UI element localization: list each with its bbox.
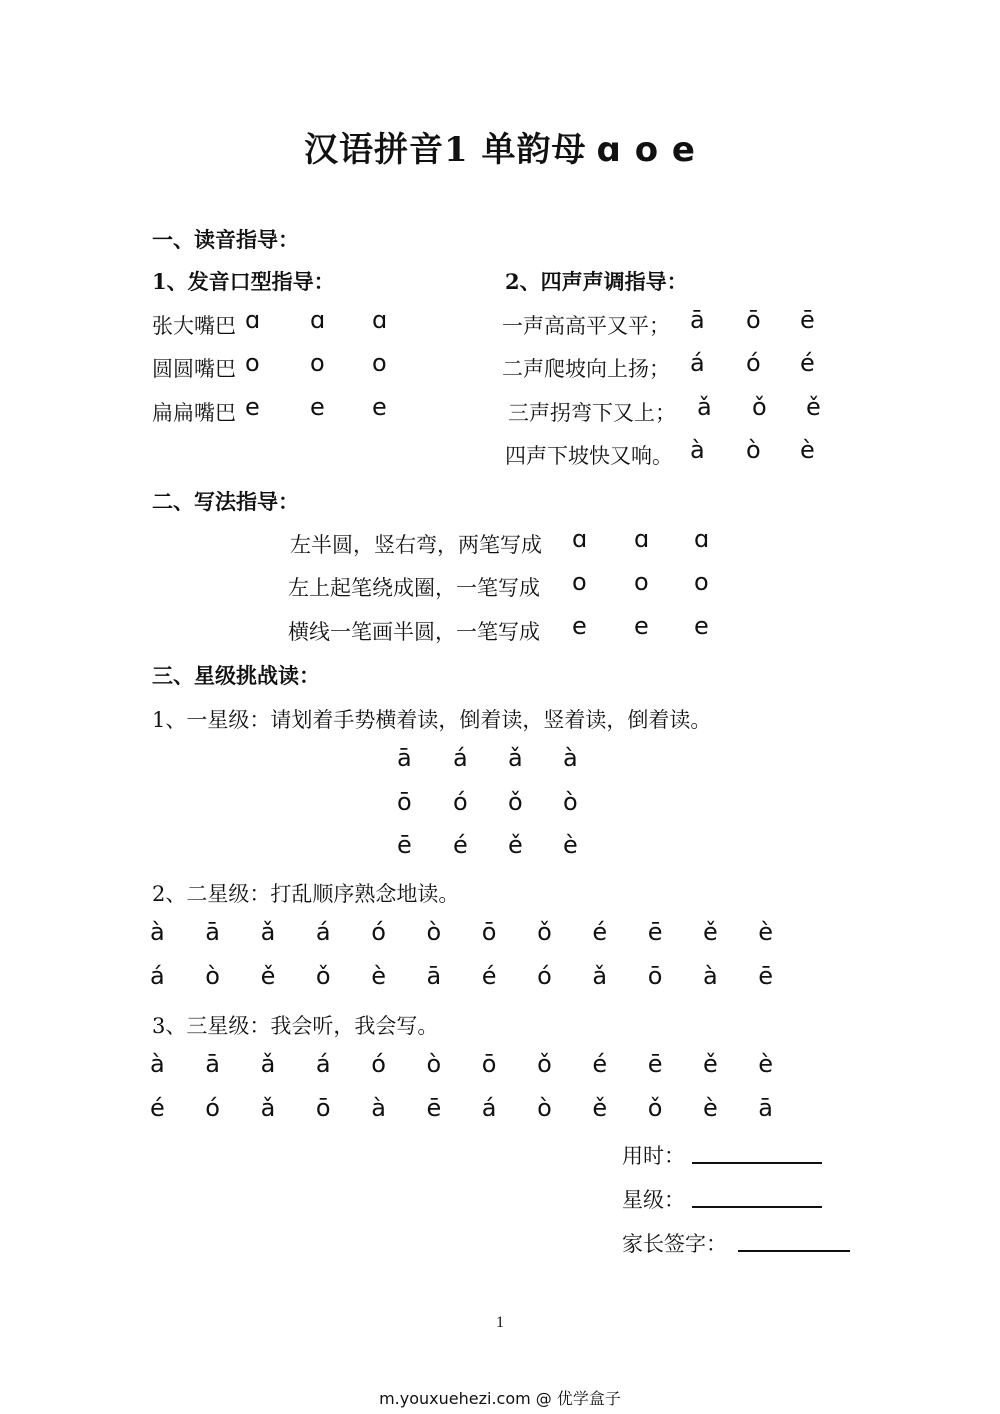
parent-sign-label: 家长签字： — [622, 1232, 727, 1256]
level2-text: 2、二星级：打乱顺序熟念地读。 — [152, 882, 460, 906]
level1-text: 1、一星级：请划着手势横着读，倒着读，竖着读，倒着读。 — [152, 708, 712, 732]
pinyin-letter: ō — [481, 1050, 497, 1078]
pinyin-letter: ò — [426, 918, 442, 946]
pinyin-letter: ɑ — [372, 306, 388, 334]
star-blank[interactable] — [692, 1206, 822, 1208]
pinyin-letter: o — [634, 568, 649, 596]
pinyin-letter: ɑ — [694, 525, 710, 553]
pinyin-letter: ò — [537, 1094, 552, 1122]
page-number: 1 — [496, 1314, 504, 1331]
title-text: 汉语拼音1 单韵母 — [304, 130, 587, 170]
pinyin-letter: e — [310, 393, 325, 421]
pinyin-letter: ē — [647, 1050, 663, 1078]
pinyin-letter: ā — [426, 962, 442, 990]
pinyin-letter: ɑ — [572, 525, 588, 553]
pinyin-letter: ǒ — [752, 393, 767, 421]
section3-heading: 三、星级挑战读： — [152, 663, 320, 688]
pinyin-letter: ǎ — [260, 918, 276, 946]
pinyin-letter: e — [245, 393, 260, 421]
pinyin-letter: ō — [481, 918, 497, 946]
level3-text: 3、三星级：我会听，我会写。 — [152, 1014, 439, 1038]
pinyin-letter: ē — [426, 1094, 442, 1122]
parent-sign-blank[interactable] — [738, 1250, 850, 1252]
pinyin-letter: ǎ — [260, 1050, 276, 1078]
pinyin-letter: à — [563, 744, 578, 772]
pinyin-letter: è — [563, 831, 578, 859]
pinyin-letter: é — [481, 962, 497, 990]
row-label: 三声拐弯下又上； — [508, 401, 676, 425]
pinyin-letter: o — [245, 349, 260, 377]
pinyin-letter: è — [371, 962, 386, 990]
tones-heading: 2、四声声调指导： — [505, 269, 688, 294]
pinyin-letter: ó — [453, 788, 468, 816]
pinyin-letter: é — [453, 831, 468, 859]
time-blank[interactable] — [692, 1162, 822, 1164]
pinyin-letter: o — [694, 568, 709, 596]
pinyin-letter: ó — [205, 1094, 220, 1122]
pinyin-letter: ō — [315, 1094, 331, 1122]
pinyin-letter: ò — [563, 788, 578, 816]
row-label: 四声下坡快又响。 — [505, 444, 673, 468]
pinyin-letter: ó — [371, 1050, 386, 1078]
pinyin-letter: á — [315, 1050, 331, 1078]
page-title — [0, 122, 1000, 171]
pinyin-letter: ě — [703, 918, 718, 946]
pinyin-letter: ǒ — [647, 1094, 663, 1122]
pinyin-letter: ɑ — [310, 306, 326, 334]
pinyin-letter: ā — [205, 1050, 221, 1078]
pinyin-letter: o — [310, 349, 325, 377]
pinyin-letter: á — [481, 1094, 497, 1122]
pinyin-letter: ē — [397, 831, 412, 859]
pinyin-letter: o — [372, 349, 387, 377]
row-label: 张大嘴巴 — [152, 314, 236, 338]
title-letters: ɑ o e — [596, 130, 696, 170]
row-label: 左半圆，竖右弯，两笔写成 — [290, 533, 542, 557]
pinyin-letter: ó — [537, 962, 552, 990]
pinyin-letter: ɑ — [245, 306, 261, 334]
pinyin-letter: ò — [205, 962, 220, 990]
row-label: 横线一笔画半圆，一笔写成 — [288, 620, 540, 644]
row-label: 二声爬坡向上扬； — [502, 357, 670, 381]
watermark: m.youxuehezi.com @ 优学盒子 — [379, 1389, 621, 1408]
pinyin-letter: é — [592, 1050, 608, 1078]
section2-heading: 二、写法指导： — [152, 489, 299, 514]
pinyin-letter: á — [150, 962, 165, 990]
pinyin-letter: o — [572, 568, 587, 596]
pinyin-letter: ě — [260, 962, 276, 990]
pinyin-letter: à — [371, 1094, 386, 1122]
pinyin-letter: ō — [647, 962, 663, 990]
pinyin-letter: ó — [746, 349, 761, 377]
pinyin-letter: ē — [647, 918, 663, 946]
pinyin-letter: ā — [397, 744, 412, 772]
pinyin-letter: ā — [690, 306, 705, 334]
pinyin-letter: à — [703, 962, 718, 990]
pinyin-letter: á — [690, 349, 705, 377]
pinyin-letter: é — [592, 918, 608, 946]
row-label: 圆圆嘴巴 — [152, 357, 236, 381]
pinyin-letter: é — [150, 1094, 165, 1122]
pinyin-letter: ǒ — [537, 918, 552, 946]
pinyin-letter: ě — [508, 831, 523, 859]
pinyin-letter: ā — [758, 1094, 774, 1122]
pinyin-letter: ǒ — [537, 1050, 552, 1078]
pinyin-letter: ǒ — [508, 788, 523, 816]
pinyin-letter: è — [703, 1094, 718, 1122]
row-label: 扁扁嘴巴 — [152, 401, 236, 425]
pinyin-letter: e — [634, 612, 649, 640]
pinyin-letter: ɑ — [634, 525, 650, 553]
row-label: 一声高高平又平； — [502, 314, 670, 338]
pinyin-letter: ǎ — [508, 744, 523, 772]
pinyin-letter: è — [758, 918, 774, 946]
pinyin-letter: á — [315, 918, 331, 946]
pinyin-letter: ò — [426, 1050, 442, 1078]
pinyin-letter: e — [694, 612, 709, 640]
row-label: 左上起笔绕成圈，一笔写成 — [288, 576, 540, 600]
section1-heading: 一、读音指导： — [152, 227, 299, 252]
pinyin-letter: è — [800, 436, 815, 464]
pinyin-letter: è — [758, 1050, 774, 1078]
pinyin-letter: ō — [397, 788, 412, 816]
pinyin-letter: ó — [371, 918, 386, 946]
pinyin-letter: ǎ — [260, 1094, 276, 1122]
pinyin-letter: ō — [746, 306, 761, 334]
pinyin-letter: ě — [592, 1094, 608, 1122]
pinyin-letter: à — [150, 1050, 165, 1078]
pinyin-letter: ò — [746, 436, 761, 464]
pinyin-letter: e — [372, 393, 387, 421]
time-label: 用时： — [622, 1144, 685, 1168]
pinyin-letter: e — [572, 612, 587, 640]
pinyin-letter: ǒ — [315, 962, 331, 990]
pinyin-letter: é — [800, 349, 815, 377]
pinyin-letter: ē — [758, 962, 774, 990]
pinyin-letter: ē — [800, 306, 815, 334]
pinyin-letter: à — [690, 436, 705, 464]
pinyin-letter: ě — [806, 393, 821, 421]
star-label: 星级： — [622, 1188, 685, 1212]
pinyin-letter: á — [453, 744, 468, 772]
pinyin-letter: ā — [205, 918, 221, 946]
pinyin-letter: ǎ — [592, 962, 608, 990]
pinyin-letter: ǎ — [697, 393, 712, 421]
mouth-heading: 1、发音口型指导： — [152, 269, 335, 294]
pinyin-letter: à — [150, 918, 165, 946]
pinyin-letter: ě — [703, 1050, 718, 1078]
